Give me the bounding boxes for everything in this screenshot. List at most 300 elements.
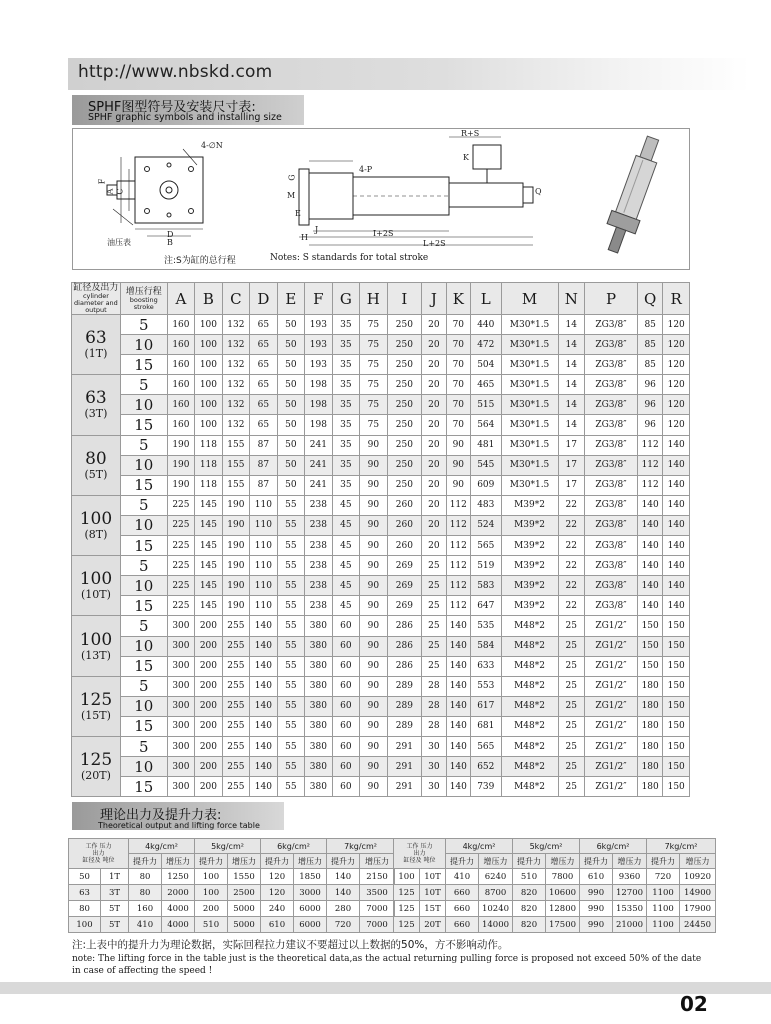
table-cell: 1550 (228, 869, 261, 885)
table-row (72, 716, 690, 736)
table-cell: 190 (167, 455, 194, 475)
label-m: M (287, 191, 296, 200)
table-cell: 140 (663, 596, 690, 616)
table-cell: 160 (167, 395, 194, 415)
table-cell: 200 (195, 676, 222, 696)
table-cell: 241 (305, 475, 332, 495)
table-cell: 609 (471, 475, 502, 495)
table-cell: 200 (195, 736, 222, 756)
header-letter: M (501, 283, 558, 315)
table-cell: 90 (360, 696, 387, 716)
table-cell: 30 (422, 777, 446, 797)
stroke-cell: 10 (120, 515, 167, 535)
stroke-cell: 5 (120, 315, 167, 335)
table-cell: 100 (69, 917, 101, 933)
bore-value: 100 (79, 629, 113, 650)
table-cell: 255 (222, 736, 249, 756)
table-cell: 190 (167, 475, 194, 495)
table-cell: 155 (222, 455, 249, 475)
table-cell: 14 (558, 415, 584, 435)
table-cell: 28 (422, 696, 446, 716)
drawing-note-en: Notes: S standards for total stroke (270, 253, 429, 263)
table-cell: 990 (580, 885, 613, 901)
footer-note-en: note: The lifting force in the table just is the theoretical data,as the actual returning pulling force is proposed not exceed 50% of the date in case of affecting the speed ! (72, 954, 702, 976)
table-cell: 465 (471, 375, 502, 395)
header-stroke-cn: 增压行程 (125, 286, 162, 297)
table-cell: 140 (446, 736, 470, 756)
table-cell: 140 (250, 696, 277, 716)
table-cell: 255 (222, 777, 249, 797)
table-cell: 60 (332, 696, 359, 716)
header-cylinder-cn: 缸径及出力 (73, 283, 119, 293)
sub-boost: 增压力 (162, 854, 195, 869)
table-cell: 145 (195, 576, 222, 596)
table-cell: 20 (422, 515, 446, 535)
table-cell: ZG3/8″ (585, 536, 638, 556)
page-number: 02 (680, 992, 708, 1016)
table-cell: 3500 (360, 885, 395, 901)
table-cell: 380 (305, 757, 332, 777)
table-cell: 140 (250, 716, 277, 736)
label-d: D (167, 230, 174, 239)
label-b: B (167, 238, 173, 247)
table-cell: 410 (446, 869, 479, 885)
table-cell: 7800 (546, 869, 580, 885)
stroke-cell: 15 (120, 656, 167, 676)
table-cell: 25 (558, 716, 584, 736)
table-cell: 96 (637, 415, 662, 435)
sub-boost: 增压力 (479, 854, 513, 869)
label-rs: R+S (461, 129, 480, 138)
sub-boost: 增压力 (360, 854, 395, 869)
table-cell: 225 (167, 515, 194, 535)
table-cell: 150 (663, 616, 690, 636)
table-cell: ZG3/8″ (585, 415, 638, 435)
stroke-cell: 5 (120, 556, 167, 576)
table-cell: 112 (446, 596, 470, 616)
table-cell: 25 (558, 676, 584, 696)
table-cell: 289 (387, 676, 422, 696)
table-cell: 140 (446, 757, 470, 777)
table-cell: 145 (195, 495, 222, 515)
pressure-header: 5kg/cm² (195, 839, 261, 854)
table-cell: M48*2 (501, 636, 558, 656)
table-cell: 25 (558, 777, 584, 797)
table-cell: 250 (387, 475, 422, 495)
table-cell: M30*1.5 (501, 455, 558, 475)
table-cell: 22 (558, 536, 584, 556)
table-cell: 255 (222, 616, 249, 636)
table-cell: 65 (250, 315, 277, 335)
table-cell: 300 (167, 636, 194, 656)
table-cell: 225 (167, 576, 194, 596)
label-g: G (287, 174, 297, 181)
table-cell: 150 (663, 736, 690, 756)
table-cell: 14000 (479, 917, 513, 933)
table-cell: 160 (167, 355, 194, 375)
table-cell: 132 (222, 395, 249, 415)
table-cell: 55 (277, 777, 304, 797)
table-cell: 55 (277, 616, 304, 636)
label-gauge: 油压表 (107, 238, 131, 247)
header-letter: F (305, 283, 332, 315)
table-cell: 90 (360, 716, 387, 736)
table-cell: 5000 (228, 901, 261, 917)
table-cell: 440 (471, 315, 502, 335)
table-cell: 300 (167, 616, 194, 636)
header-letter: C (222, 283, 249, 315)
table-cell: 10240 (479, 901, 513, 917)
table-cell: 125 (394, 885, 420, 901)
table-cell: 100 (394, 869, 420, 885)
table-cell: 286 (387, 656, 422, 676)
label-i2s: I+2S (373, 229, 394, 238)
table-cell: 380 (305, 656, 332, 676)
table-cell: 483 (471, 495, 502, 515)
table-cell: M30*1.5 (501, 335, 558, 355)
table-cell: 5000 (228, 917, 261, 933)
table-cell: ZG3/8″ (585, 515, 638, 535)
table-cell: 647 (471, 596, 502, 616)
table-cell: ZG3/8″ (585, 475, 638, 495)
table-cell: 198 (305, 375, 332, 395)
table-cell: 65 (250, 355, 277, 375)
sub-boost: 增压力 (294, 854, 327, 869)
table-cell: 286 (387, 636, 422, 656)
table-row (72, 455, 690, 475)
table-cell: ZG1/2″ (585, 636, 638, 656)
table-cell: 132 (222, 415, 249, 435)
cylinder-group-cell (72, 556, 121, 616)
table-cell: 280 (327, 901, 360, 917)
table-cell: M48*2 (501, 736, 558, 756)
table-cell: 145 (195, 556, 222, 576)
table-cell: 112 (446, 515, 470, 535)
table-cell: 380 (305, 716, 332, 736)
table-cell: 120 (663, 355, 690, 375)
table-cell: 140 (446, 636, 470, 656)
table-cell: 90 (360, 656, 387, 676)
table-cell: 180 (637, 696, 662, 716)
table-row (72, 676, 690, 696)
table-cell: 35 (332, 475, 359, 495)
table-cell: 291 (387, 736, 422, 756)
table-cell: 7000 (360, 917, 395, 933)
table-cell: 140 (663, 536, 690, 556)
sub-boost: 增压力 (228, 854, 261, 869)
table-cell: 150 (637, 656, 662, 676)
pressure-header: 6kg/cm² (261, 839, 327, 854)
table-cell: 225 (167, 495, 194, 515)
table-cell: 17 (558, 475, 584, 495)
header-letter: D (250, 283, 277, 315)
header-letter: R (663, 283, 690, 315)
table-cell: 300 (167, 757, 194, 777)
force-table-left (68, 838, 395, 933)
stroke-cell: 5 (120, 435, 167, 455)
table-cell: 160 (167, 375, 194, 395)
table-cell: 65 (250, 395, 277, 415)
table-row (72, 515, 690, 535)
table-cell: 200 (195, 656, 222, 676)
table-cell: 55 (277, 716, 304, 736)
table-cell: 140 (663, 556, 690, 576)
sub-lift: 提升力 (195, 854, 228, 869)
table-cell: 22 (558, 576, 584, 596)
table-cell: 720 (647, 869, 680, 885)
table-cell: ZG3/8″ (585, 495, 638, 515)
table-cell: 120 (663, 375, 690, 395)
table-cell: 90 (360, 596, 387, 616)
table-cell: 225 (167, 556, 194, 576)
table-cell: 55 (277, 536, 304, 556)
header-letter: I (387, 283, 422, 315)
table-cell: 20 (422, 415, 446, 435)
table-row (72, 777, 690, 797)
sub-lift: 提升力 (261, 854, 294, 869)
table-cell: 96 (637, 395, 662, 415)
table-cell: 14 (558, 375, 584, 395)
table-cell: 380 (305, 616, 332, 636)
table-cell: 75 (360, 315, 387, 335)
table-cell: ZG1/2″ (585, 696, 638, 716)
table-cell: 85 (637, 355, 662, 375)
table-cell: 1250 (162, 869, 195, 885)
table-cell: 14900 (680, 885, 716, 901)
sub-lift: 提升力 (580, 854, 613, 869)
table-cell: 289 (387, 716, 422, 736)
table-cell: 65 (250, 415, 277, 435)
table-cell: 140 (637, 495, 662, 515)
stroke-cell: 10 (120, 757, 167, 777)
table-cell: 112 (446, 556, 470, 576)
sub-boost: 增压力 (546, 854, 580, 869)
table-cell: 87 (250, 455, 277, 475)
table-cell: 190 (222, 556, 249, 576)
table-cell: 65 (250, 335, 277, 355)
table-cell: 30 (422, 736, 446, 756)
table-cell: 7000 (360, 901, 395, 917)
table-cell: 238 (305, 556, 332, 576)
table-cell: 524 (471, 515, 502, 535)
table-cell: 110 (250, 515, 277, 535)
header-letter: L (471, 283, 502, 315)
table-cell: 55 (277, 596, 304, 616)
table-cell: 50 (277, 395, 304, 415)
cylinder-group-cell (72, 315, 121, 375)
table-cell: 90 (446, 475, 470, 495)
table-cell: 250 (387, 395, 422, 415)
stroke-cell: 15 (120, 596, 167, 616)
table-cell: M39*2 (501, 556, 558, 576)
table-cell: 20 (422, 375, 446, 395)
table-cell: 25 (558, 616, 584, 636)
table-cell: 238 (305, 576, 332, 596)
table-cell: 15T (420, 901, 446, 917)
table-cell: 150 (637, 616, 662, 636)
table-cell: 45 (332, 596, 359, 616)
table-cell: 35 (332, 315, 359, 335)
table-cell: 2150 (360, 869, 395, 885)
table-cell: 45 (332, 495, 359, 515)
table-cell: 125 (394, 917, 420, 933)
table-cell: 681 (471, 716, 502, 736)
table-cell: 70 (446, 335, 470, 355)
table-cell: 75 (360, 415, 387, 435)
cylinder-group-cell (72, 736, 121, 796)
table-cell: 660 (446, 885, 479, 901)
table-cell: 140 (250, 616, 277, 636)
table-cell: 132 (222, 335, 249, 355)
force-value: (10T) (80, 588, 111, 602)
table-row (69, 917, 395, 933)
table-cell: 90 (360, 495, 387, 515)
table-cell: 481 (471, 435, 502, 455)
table-cell: 140 (446, 716, 470, 736)
website-url: http://www.nbskd.com (78, 62, 273, 82)
table-cell: 225 (167, 596, 194, 616)
table-cell: 45 (332, 515, 359, 535)
section2-title-cn: 理论出力及提升力表: (100, 808, 222, 823)
table-cell: 14 (558, 335, 584, 355)
table-cell: 120 (663, 415, 690, 435)
table-cell: M48*2 (501, 676, 558, 696)
table-cell: 87 (250, 475, 277, 495)
label-f: F (97, 178, 107, 185)
table-cell: 140 (637, 515, 662, 535)
table-cell: 584 (471, 636, 502, 656)
table-cell: 380 (305, 696, 332, 716)
force-right-pressure-row (394, 839, 716, 854)
table-cell: 60 (332, 736, 359, 756)
table-cell: 20 (422, 475, 446, 495)
table-cell: 22 (558, 596, 584, 616)
table-cell: 300 (167, 777, 194, 797)
table-cell: 515 (471, 395, 502, 415)
table-cell: 140 (663, 455, 690, 475)
table-cell: 255 (222, 676, 249, 696)
table-cell: 80 (129, 885, 162, 901)
label-q: Q (535, 187, 542, 196)
table-cell: 90 (360, 777, 387, 797)
table-cell: 17500 (546, 917, 580, 933)
table-cell: 35 (332, 335, 359, 355)
table-cell: ZG1/2″ (585, 757, 638, 777)
table-cell: 5T (101, 901, 129, 917)
table-cell: 739 (471, 777, 502, 797)
table-row (394, 885, 716, 901)
table-row (72, 656, 690, 676)
table-cell: M30*1.5 (501, 475, 558, 495)
table-cell: 60 (332, 636, 359, 656)
table-cell: 87 (250, 435, 277, 455)
table-cell: 60 (332, 616, 359, 636)
table-cell: 55 (277, 696, 304, 716)
sub-lift: 提升力 (513, 854, 546, 869)
table-cell: 300 (167, 696, 194, 716)
table-cell: 55 (277, 556, 304, 576)
table-cell: 100 (195, 395, 222, 415)
table-cell: 180 (637, 757, 662, 777)
table-cell: 150 (663, 676, 690, 696)
cylinder-group-cell (72, 495, 121, 555)
stroke-cell: 10 (120, 395, 167, 415)
table-row (72, 736, 690, 756)
corner-left: 出力 (413, 850, 426, 857)
section2-title-en: Theoretical output and lifting force table (98, 821, 260, 830)
table-row (72, 435, 690, 455)
table-cell: 60 (332, 757, 359, 777)
table-cell: 583 (471, 576, 502, 596)
table-cell: 20 (422, 455, 446, 475)
table-cell: 112 (446, 536, 470, 556)
table-cell: 60 (332, 716, 359, 736)
table-cell: 55 (277, 757, 304, 777)
table-cell: 1100 (647, 901, 680, 917)
table-cell: 96 (637, 375, 662, 395)
table-cell: 140 (446, 696, 470, 716)
table-cell: ZG1/2″ (585, 716, 638, 736)
table-cell: 200 (195, 777, 222, 797)
section-title-cn: SPHF图型符号及安装尺寸表: (88, 100, 256, 115)
table-cell: 300 (167, 656, 194, 676)
table-cell: 50 (277, 455, 304, 475)
table-row (72, 596, 690, 616)
table-cell: 990 (580, 917, 613, 933)
table-cell: 10600 (546, 885, 580, 901)
table-cell: 820 (513, 917, 546, 933)
table-cell: M48*2 (501, 716, 558, 736)
table-cell: 510 (195, 917, 228, 933)
table-cell: ZG1/2″ (585, 616, 638, 636)
table-cell: 20 (422, 315, 446, 335)
table-cell: 1100 (647, 917, 680, 933)
table-cell: 55 (277, 736, 304, 756)
table-cell: ZG3/8″ (585, 315, 638, 335)
sub-boost: 增压力 (680, 854, 716, 869)
table-cell: 50 (277, 355, 304, 375)
table-cell: 20 (422, 355, 446, 375)
table-cell: 35 (332, 395, 359, 415)
label-a: A (105, 188, 115, 195)
table-cell: 90 (360, 455, 387, 475)
table-cell: 100 (195, 375, 222, 395)
table-cell: 300 (167, 716, 194, 736)
table-cell: 90 (360, 556, 387, 576)
table-cell: M48*2 (501, 696, 558, 716)
table-cell: 565 (471, 536, 502, 556)
table-cell: 24450 (680, 917, 716, 933)
table-cell: ZG3/8″ (585, 395, 638, 415)
table-cell: 291 (387, 757, 422, 777)
force-value: (1T) (84, 347, 108, 361)
table-row (72, 415, 690, 435)
table-cell: M48*2 (501, 656, 558, 676)
table-cell: 250 (387, 335, 422, 355)
cylinder-drawing (73, 129, 691, 271)
label-l2s: L+2S (423, 239, 446, 248)
table-cell: 193 (305, 335, 332, 355)
table-cell: 75 (360, 375, 387, 395)
table-cell: 20 (422, 395, 446, 415)
table-cell: ZG3/8″ (585, 375, 638, 395)
table-cell: 25 (558, 757, 584, 777)
stroke-cell: 5 (120, 676, 167, 696)
table-row (72, 556, 690, 576)
table-cell: 380 (305, 777, 332, 797)
table-cell: 110 (250, 596, 277, 616)
table-cell: 14 (558, 355, 584, 375)
